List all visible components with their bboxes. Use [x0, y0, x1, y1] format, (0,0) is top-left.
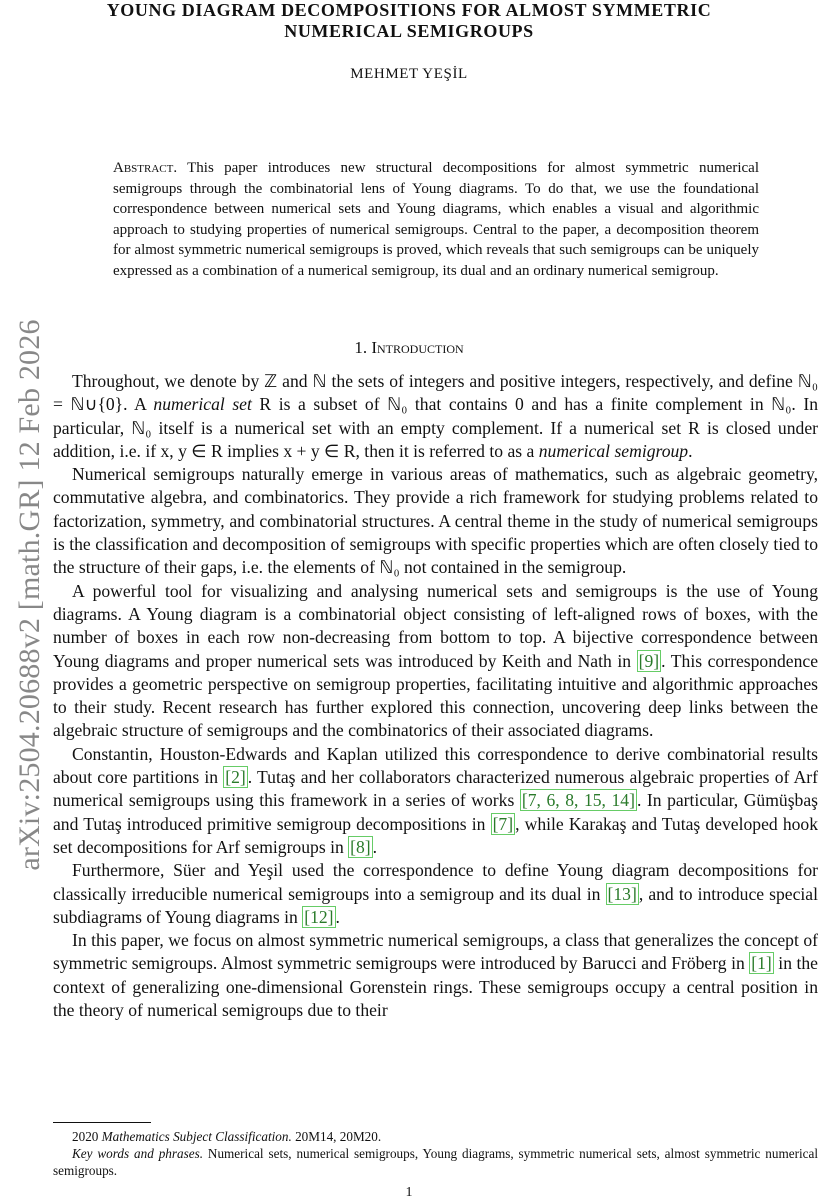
paragraph-2: Numerical semigroups naturally emerge in various areas of mathematics, such as algebraic geometry, commutative algebra, and combinatorics. They provide a rich framework for studying problems related to factorization, symmetry, and combinatorial structures. A central theme in the study of numerical semigroups is the classification and decomposition of semigroups with specific properties which are often closely tied to the structure of their gaps, i.e. the elements of ℕ₀ not contained in the semigroup.: [53, 464, 818, 578]
section-title: Introduction: [371, 338, 464, 357]
paragraph-4: Constantin, Houston-Edwards and Kaplan utilized this correspondence to derive combinatorial results about core partitions in [2] . Tutaş and her collaborators characterized numerous algebraic properties of Arf numerical semigroups using this framework in a series of works [7, 6, 8, 15, 14] . In particular, Gümüşbaş and Tutaş introduced primitive semigroup decompositions in [7] , while Karakaş and Tutaş developed hook set decompositions for Arf semigroups in [8] .: [53, 743, 818, 857]
section-heading: [0, 338, 818, 358]
footnote-keywords: Key words and phrases. Numerical sets, numerical semigroups, Young diagrams, symmetric numerical sets, almost symmetric numerical semigroups.: [53, 1146, 818, 1178]
footnote-rule: [53, 1122, 151, 1123]
title-line-2: NUMERICAL SEMIGROUPS: [284, 21, 534, 41]
page-number: 1: [405, 1185, 413, 1200]
section-number: 1.: [354, 338, 368, 357]
abstract-text: This paper introduces new structural decompositions for almost symmetric numerical semigroups through the combinatorial lens of Young diagrams. To do that, we use the foundational correspondence between numerical sets and Young diagrams, which enables a visual and algorithmic approach to studying properties of numerical semigroups. Central to the paper, a decomposition theorem for almost symmetric numerical semigroups is proved, which reveals that such semigroups can be uniquely expressed as a combination of a numerical semigroup, its dual and an ordinary numerical semigroup.: [113, 160, 759, 279]
citation-link[interactable]: [7]: [492, 813, 514, 834]
citation-link[interactable]: [2]: [225, 767, 246, 788]
paragraph-6: In this paper, we focus on almost symmetric numerical semigroups, a class that generalizes the concept of symmetric semigroups. Almost symmetric semigroups were introduced by Barucci and Fröberg in [1] in the context of generalizing one-dimensional Gorenstein rings. These semigroups occupy a central position in the theory of numerical semigroups due to their: [53, 930, 818, 1021]
paragraph-1: Throughout, we denote by ℤ and ℕ the sets of integers and positive integers, respectively, and define ℕ₀ = ℕ∪{0}. A numerical set R is a subset of ℕ₀ that contains 0 and has a finite complement in ℕ₀. In particular, ℕ₀ itself is a numerical set with an empty complement. If a numerical set R is closed under addition, i.e. if x, y ∈ R implies x + y ∈ R, then it is referred to as a numerical semigroup.: [53, 371, 818, 461]
citation-link[interactable]: [7, 6, 8, 15, 14]: [521, 790, 635, 811]
citation-link[interactable]: [13]: [607, 883, 637, 904]
footnotes: [53, 1128, 818, 1179]
footnote-msc: 2020 Mathematics Subject Classification. 20M14, 20M20.: [72, 1129, 382, 1144]
citation-link[interactable]: [9]: [638, 650, 660, 671]
citation-link[interactable]: [1]: [751, 953, 772, 974]
body-text: [53, 370, 818, 1022]
paragraph-3: A powerful tool for visualizing and analysing numerical sets and semigroups is the use of Young diagrams. A Young diagram is a combinatorial object consisting of left-aligned rows of boxes, with the number of boxes in each row non-decreasing from bottom to top. A bijective correspondence between Young diagrams and proper numerical sets was introduced by Keith and Nath in [9] . This correspondence provides a geometric perspective on semigroup properties, facilitating intuitive and algorithmic approaches to their study. Recent research has further explored this connection, uncovering deep links between the algebraic structure of semigroups and the combinatorics of their associated diagrams.: [53, 580, 818, 741]
paragraph-5: Furthermore, Süer and Yeşil used the correspondence to define Young diagram decompositions for classically irreducible numerical semigroups into a semigroup and its dual in [13] , and to introduce special subdiagrams of Young diagrams in [12] .: [53, 860, 818, 927]
citation-link[interactable]: [12]: [304, 906, 334, 927]
title-line-1: YOUNG DIAGRAM DECOMPOSITIONS FOR ALMOST SYMMETRIC: [106, 0, 712, 20]
author: MEHMET YEŞİL: [350, 66, 468, 82]
citation-link[interactable]: [8]: [350, 836, 371, 857]
abstract: [113, 158, 759, 281]
abstract-label: Abstract.: [113, 160, 178, 176]
arxiv-identifier: arXiv:2504.20688v2 [math.GR] 12 Feb 2026: [13, 319, 46, 871]
paper-title: [0, 0, 818, 42]
